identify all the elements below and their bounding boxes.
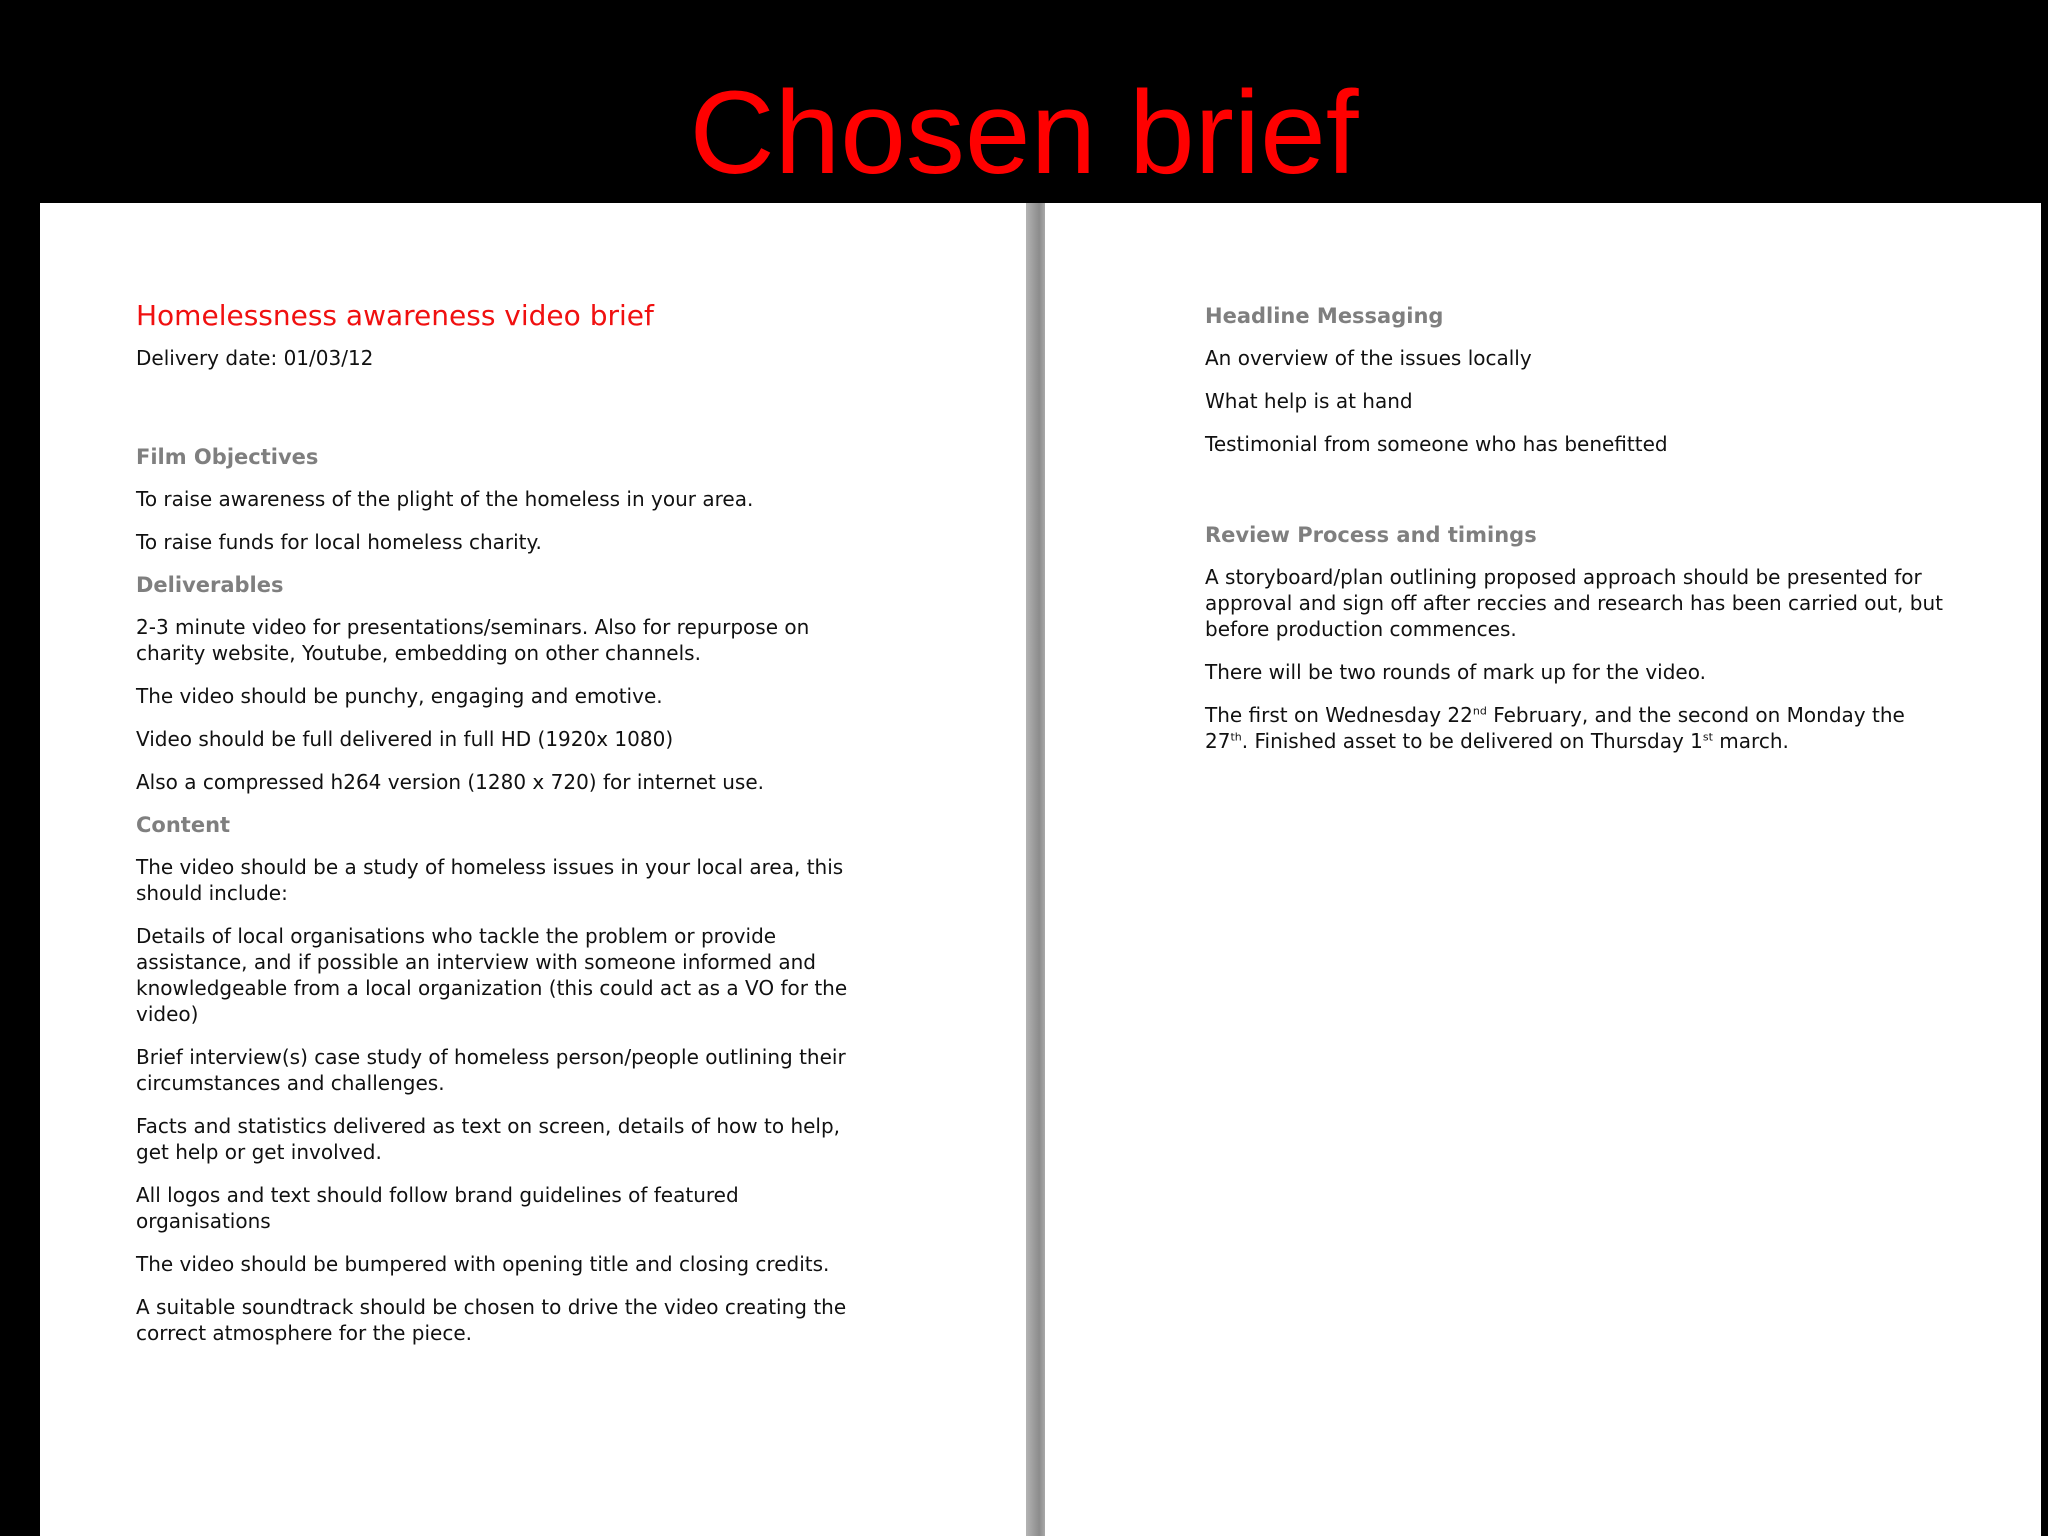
document-title: Homelessness awareness video brief — [136, 299, 654, 332]
page-gutter — [1026, 203, 1045, 1536]
brief-column-left — [136, 299, 876, 1346]
content-item: The video should be bumpered with opening title and closing credits. — [136, 1252, 830, 1276]
headline-item: An overview of the issues locally — [1205, 346, 1532, 370]
review-timing — [1205, 702, 1945, 754]
content-item: Details of local organisations who tackle the problem or provide assistance, and if possible an interview with someone informed and knowledgeable from a local organization (this could act as a VO for the video) — [136, 924, 848, 1026]
timing-text: march. — [1712, 729, 1789, 753]
content-item: All logos and text should follow brand guidelines of featured organisations — [136, 1183, 739, 1233]
document-page-left — [40, 203, 1026, 1536]
document-page-right — [1045, 203, 2041, 1536]
review-item: A storyboard/plan outlining proposed approach should be presented for approval and sign off after reccies and research has been carried out, but before production commences. — [1205, 565, 1943, 641]
slide-title: Chosen brief — [689, 67, 1359, 199]
timing-ordinal: nd — [1472, 704, 1487, 718]
content-item: Facts and statistics delivered as text on screen, details of how to help, get help or get involved. — [136, 1114, 841, 1164]
brief-column-right — [1205, 303, 1945, 754]
timing-text: . Finished asset to be delivered on Thursday 1 — [1241, 729, 1703, 753]
timing-ordinal: st — [1702, 730, 1713, 744]
objective-item: To raise awareness of the plight of the homeless in your area. — [136, 487, 754, 511]
deliverable-item: Also a compressed h264 version (1280 x 720) for internet use. — [136, 770, 765, 794]
content-item: A suitable soundtrack should be chosen to drive the video creating the correct atmosphere for the piece. — [136, 1295, 847, 1345]
objective-item: To raise funds for local homeless charity. — [136, 530, 542, 554]
headline-item: What help is at hand — [1205, 389, 1413, 413]
deliverable-item: Video should be full delivered in full HD (1920x 1080) — [136, 727, 674, 751]
section-heading-deliverables: Deliverables — [136, 573, 284, 597]
section-heading-review-process: Review Process and timings — [1205, 523, 1537, 547]
content-item: The video should be a study of homeless issues in your local area, this should include: — [136, 855, 844, 905]
content-item: Brief interview(s) case study of homeless person/people outlining their circumstances and challenges. — [136, 1045, 846, 1095]
delivery-date: Delivery date: 01/03/12 — [136, 346, 374, 370]
timing-ordinal: th — [1230, 730, 1242, 744]
section-heading-headline-messaging: Headline Messaging — [1205, 304, 1444, 328]
review-item: There will be two rounds of mark up for the video. — [1205, 660, 1706, 684]
timing-text: The first on Wednesday 22 — [1205, 703, 1473, 727]
section-heading-film-objectives: Film Objectives — [136, 445, 319, 469]
section-heading-content: Content — [136, 813, 231, 837]
timing-text: February, and the second on Monday the 27 — [1205, 703, 1905, 753]
deliverable-item: 2-3 minute video for presentations/seminars. Also for repurpose on charity website, Youtube, embedding on other channels. — [136, 615, 810, 665]
headline-item: Testimonial from someone who has benefitted — [1205, 432, 1668, 456]
deliverable-item: The video should be punchy, engaging and emotive. — [136, 684, 663, 708]
